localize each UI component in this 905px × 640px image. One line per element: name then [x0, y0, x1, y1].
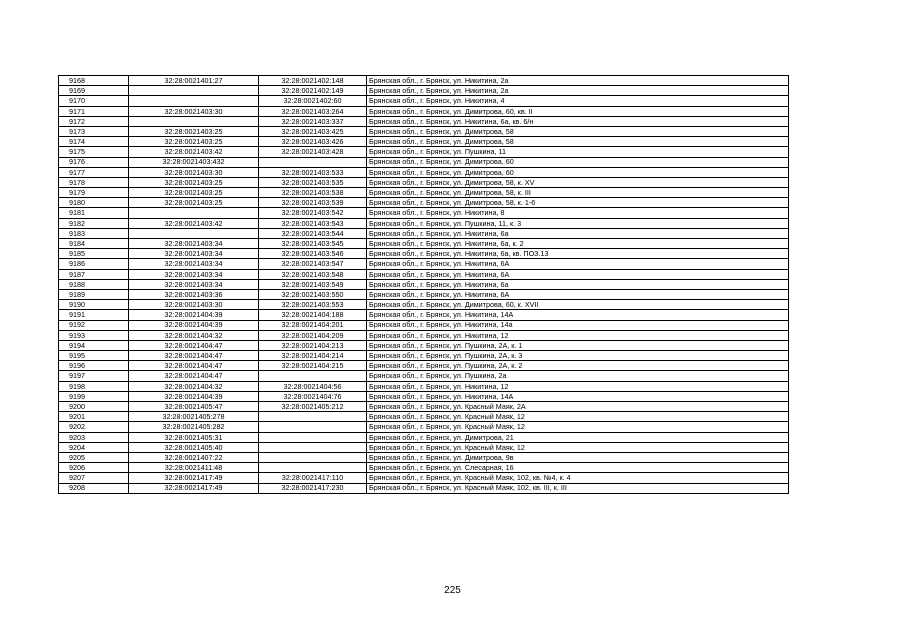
page-number: 225 [444, 585, 461, 596]
row-number-cell: 9206 [59, 463, 129, 473]
address-cell: Брянская обл., г. Брянск, ул. Димитрова, 58 [367, 126, 789, 136]
row-number-cell: 9205 [59, 452, 129, 462]
table-row [59, 76, 789, 86]
parcel-cadastral-number-cell [129, 116, 259, 126]
parcel-cadastral-number-cell: 32:28:0021403:30 [129, 167, 259, 177]
row-number-cell: 9186 [59, 259, 129, 269]
row-number-cell: 9171 [59, 106, 129, 116]
address-cell: Брянская обл., г. Брянск, ул. Пушкина, 2А, к. 2 [367, 361, 789, 371]
object-cadastral-number-cell: 32:28:0021402:60 [259, 96, 367, 106]
object-cadastral-number-cell [259, 157, 367, 167]
object-cadastral-number-cell: 32:28:0021403:535 [259, 177, 367, 187]
address-cell: Брянская обл., г. Брянск, ул. Никитина, 6А [367, 269, 789, 279]
address-cell: Брянская обл., г. Брянск, ул. Красный Маяк, 12 [367, 442, 789, 452]
row-number-cell: 9192 [59, 320, 129, 330]
row-number-cell: 9202 [59, 422, 129, 432]
parcel-cadastral-number-cell [129, 228, 259, 238]
object-cadastral-number-cell: 32:28:0021404:56 [259, 381, 367, 391]
parcel-cadastral-number-cell: 32:28:0021405:47 [129, 402, 259, 412]
row-number-cell: 9188 [59, 279, 129, 289]
object-cadastral-number-cell: 32:28:0021404:188 [259, 310, 367, 320]
parcel-cadastral-number-cell: 32:28:0021403:36 [129, 289, 259, 299]
address-cell: Брянская обл., г. Брянск, ул. Димитрова, 58, к. XV [367, 177, 789, 187]
row-number-cell: 9194 [59, 340, 129, 350]
table-row [59, 320, 789, 330]
parcel-cadastral-number-cell: 32:28:0021403:34 [129, 259, 259, 269]
object-cadastral-number-cell: 32:28:0021403:547 [259, 259, 367, 269]
object-cadastral-number-cell: 32:28:0021403:337 [259, 116, 367, 126]
parcel-cadastral-number-cell: 32:28:0021403:25 [129, 198, 259, 208]
parcel-cadastral-number-cell: 32:28:0021404:47 [129, 361, 259, 371]
object-cadastral-number-cell [259, 412, 367, 422]
object-cadastral-number-cell: 32:28:0021403:549 [259, 279, 367, 289]
table-row [59, 442, 789, 452]
row-number-cell: 9169 [59, 86, 129, 96]
parcel-cadastral-number-cell: 32:28:0021404:32 [129, 381, 259, 391]
object-cadastral-number-cell: 32:28:0021403:428 [259, 147, 367, 157]
row-number-cell: 9191 [59, 310, 129, 320]
table-row [59, 391, 789, 401]
address-cell: Брянская обл., г. Брянск, ул. Пушкина, 2А, к. 3 [367, 351, 789, 361]
address-cell: Брянская обл., г. Брянск, ул. Никитина, 2а [367, 76, 789, 86]
table-row [59, 198, 789, 208]
table-row [59, 239, 789, 249]
row-number-cell: 9189 [59, 289, 129, 299]
address-cell: Брянская обл., г. Брянск, ул. Никитина, 2а [367, 86, 789, 96]
object-cadastral-number-cell: 32:28:0021417:110 [259, 473, 367, 483]
address-cell: Брянская обл., г. Брянск, ул. Никитина, 8 [367, 208, 789, 218]
object-cadastral-number-cell: 32:28:0021403:542 [259, 208, 367, 218]
address-cell: Брянская обл., г. Брянск, ул. Никитина, 6А [367, 259, 789, 269]
object-cadastral-number-cell: 32:28:0021404:201 [259, 320, 367, 330]
row-number-cell: 9203 [59, 432, 129, 442]
row-number-cell: 9199 [59, 391, 129, 401]
object-cadastral-number-cell: 32:28:0021403:539 [259, 198, 367, 208]
address-cell: Брянская обл., г. Брянск, ул. Димитрова, 21 [367, 432, 789, 442]
row-number-cell: 9173 [59, 126, 129, 136]
address-cell: Брянская обл., г. Брянск, ул. Димитрова, 60, кв. II [367, 106, 789, 116]
row-number-cell: 9181 [59, 208, 129, 218]
table-row [59, 106, 789, 116]
table-row [59, 259, 789, 269]
object-cadastral-number-cell: 32:28:0021403:545 [259, 239, 367, 249]
address-cell: Брянская обл., г. Брянск, ул. Димитрова, 58, к. 1-6 [367, 198, 789, 208]
table-row [59, 483, 789, 493]
object-cadastral-number-cell [259, 452, 367, 462]
address-cell: Брянская обл., г. Брянск, ул. Пушкина, 2А, к. 1 [367, 340, 789, 350]
parcel-cadastral-number-cell: 32:28:0021404:39 [129, 391, 259, 401]
parcel-cadastral-number-cell: 32:28:0021403:30 [129, 106, 259, 116]
address-cell: Брянская обл., г. Брянск, ул. Никитина, 6а, кв. ПОЗ.13 [367, 249, 789, 259]
parcel-cadastral-number-cell: 32:28:0021417:49 [129, 483, 259, 493]
parcel-cadastral-number-cell: 32:28:0021403:34 [129, 279, 259, 289]
table-row [59, 167, 789, 177]
row-number-cell: 9168 [59, 76, 129, 86]
object-cadastral-number-cell: 32:28:0021417:230 [259, 483, 367, 493]
object-cadastral-number-cell: 32:28:0021403:546 [259, 249, 367, 259]
table-row [59, 361, 789, 371]
table-row [59, 228, 789, 238]
table-row [59, 422, 789, 432]
object-cadastral-number-cell: 32:28:0021404:76 [259, 391, 367, 401]
table-row [59, 452, 789, 462]
parcel-cadastral-number-cell: 32:28:0021403:25 [129, 177, 259, 187]
parcel-cadastral-number-cell [129, 208, 259, 218]
address-cell: Брянская обл., г. Брянск, ул. Красный Маяк, 102, кв. №4, к. 4 [367, 473, 789, 483]
address-cell: Брянская обл., г. Брянск, ул. Никитина, 6А [367, 289, 789, 299]
object-cadastral-number-cell: 32:28:0021403:264 [259, 106, 367, 116]
row-number-cell: 9196 [59, 361, 129, 371]
parcel-cadastral-number-cell: 32:28:0021401:27 [129, 76, 259, 86]
address-cell: Брянская обл., г. Брянск, ул. Никитина, 6а, кв. 6/н [367, 116, 789, 126]
row-number-cell: 9178 [59, 177, 129, 187]
table-row [59, 157, 789, 167]
parcel-cadastral-number-cell: 32:28:0021403:432 [129, 157, 259, 167]
address-cell: Брянская обл., г. Брянск, ул. Димитрова, 58, к. III [367, 188, 789, 198]
row-number-cell: 9179 [59, 188, 129, 198]
object-cadastral-number-cell: 32:28:0021404:213 [259, 340, 367, 350]
row-number-cell: 9208 [59, 483, 129, 493]
object-cadastral-number-cell: 32:28:0021403:425 [259, 126, 367, 136]
parcel-cadastral-number-cell [129, 96, 259, 106]
table-row [59, 269, 789, 279]
table-row [59, 381, 789, 391]
parcel-cadastral-number-cell: 32:28:0021404:39 [129, 310, 259, 320]
parcel-cadastral-number-cell: 32:28:0021403:42 [129, 218, 259, 228]
object-cadastral-number-cell: 32:28:0021402:148 [259, 76, 367, 86]
row-number-cell: 9184 [59, 239, 129, 249]
row-number-cell: 9177 [59, 167, 129, 177]
row-number-cell: 9172 [59, 116, 129, 126]
parcel-cadastral-number-cell [129, 86, 259, 96]
table-row [59, 249, 789, 259]
object-cadastral-number-cell: 32:28:0021403:543 [259, 218, 367, 228]
row-number-cell: 9200 [59, 402, 129, 412]
address-cell: Брянская обл., г. Брянск, ул. Никитина, 12 [367, 381, 789, 391]
parcel-cadastral-number-cell: 32:28:0021403:25 [129, 137, 259, 147]
table-row [59, 147, 789, 157]
table-row [59, 432, 789, 442]
parcel-cadastral-number-cell: 32:28:0021404:32 [129, 330, 259, 340]
table-row [59, 188, 789, 198]
address-cell: Брянская обл., г. Брянск, ул. Никитина, 14а [367, 320, 789, 330]
parcel-cadastral-number-cell: 32:28:0021403:34 [129, 269, 259, 279]
row-number-cell: 9201 [59, 412, 129, 422]
address-cell: Брянская обл., г. Брянск, ул. Пушкина, 11, к. 3 [367, 218, 789, 228]
address-cell: Брянская обл., г. Брянск, ул. Красный Маяк, 2А [367, 402, 789, 412]
table-row [59, 351, 789, 361]
parcel-cadastral-number-cell: 32:28:0021404:47 [129, 340, 259, 350]
address-cell: Брянская обл., г. Брянск, ул. Никитина, 6а, к. 2 [367, 239, 789, 249]
row-number-cell: 9197 [59, 371, 129, 381]
parcel-cadastral-number-cell: 32:28:0021403:34 [129, 249, 259, 259]
object-cadastral-number-cell: 32:28:0021403:553 [259, 300, 367, 310]
table-row [59, 300, 789, 310]
parcel-cadastral-number-cell: 32:28:0021407:22 [129, 452, 259, 462]
parcel-cadastral-number-cell: 32:28:0021403:30 [129, 300, 259, 310]
object-cadastral-number-cell: 32:28:0021402:149 [259, 86, 367, 96]
table-row [59, 463, 789, 473]
parcel-cadastral-number-cell: 32:28:0021403:25 [129, 188, 259, 198]
parcel-cadastral-number-cell: 32:28:0021403:42 [129, 147, 259, 157]
address-cell: Брянская обл., г. Брянск, ул. Никитина, 12 [367, 330, 789, 340]
parcel-cadastral-number-cell: 32:28:0021405:278 [129, 412, 259, 422]
row-number-cell: 9175 [59, 147, 129, 157]
address-cell: Брянская обл., г. Брянск, ул. Димитрова, 58 [367, 137, 789, 147]
table-row [59, 310, 789, 320]
table-row [59, 218, 789, 228]
address-cell: Брянская обл., г. Брянск, ул. Никитина, 4 [367, 96, 789, 106]
object-cadastral-number-cell [259, 371, 367, 381]
parcel-cadastral-number-cell: 32:28:0021403:34 [129, 239, 259, 249]
parcel-cadastral-number-cell: 32:28:0021405:40 [129, 442, 259, 452]
row-number-cell: 9183 [59, 228, 129, 238]
address-cell: Брянская обл., г. Брянск, ул. Димитрова, 60 [367, 157, 789, 167]
address-cell: Брянская обл., г. Брянск, ул. Никитина, 14А [367, 310, 789, 320]
object-cadastral-number-cell [259, 463, 367, 473]
parcel-cadastral-number-cell: 32:28:0021404:47 [129, 371, 259, 381]
object-cadastral-number-cell: 32:28:0021405:212 [259, 402, 367, 412]
cadastral-table [58, 75, 789, 494]
object-cadastral-number-cell: 32:28:0021403:538 [259, 188, 367, 198]
row-number-cell: 9170 [59, 96, 129, 106]
address-cell: Брянская обл., г. Брянск, ул. Димитрова, 60 [367, 167, 789, 177]
parcel-cadastral-number-cell: 32:28:0021403:25 [129, 126, 259, 136]
address-cell: Брянская обл., г. Брянск, ул. Димитрова, 9в [367, 452, 789, 462]
parcel-cadastral-number-cell: 32:28:0021405:282 [129, 422, 259, 432]
object-cadastral-number-cell: 32:28:0021404:209 [259, 330, 367, 340]
object-cadastral-number-cell: 32:28:0021403:426 [259, 137, 367, 147]
table-row [59, 371, 789, 381]
table-row [59, 116, 789, 126]
table-row [59, 126, 789, 136]
table-row [59, 208, 789, 218]
address-cell: Брянская обл., г. Брянск, ул. Пушкина, 11 [367, 147, 789, 157]
table-row [59, 412, 789, 422]
table-row [59, 330, 789, 340]
parcel-cadastral-number-cell: 32:28:0021417:49 [129, 473, 259, 483]
parcel-cadastral-number-cell: 32:28:0021404:47 [129, 351, 259, 361]
address-cell: Брянская обл., г. Брянск, ул. Слесарная, 16 [367, 463, 789, 473]
row-number-cell: 9190 [59, 300, 129, 310]
table-row [59, 289, 789, 299]
row-number-cell: 9204 [59, 442, 129, 452]
address-cell: Брянская обл., г. Брянск, ул. Красный Маяк, 102, кв. III, к. III [367, 483, 789, 493]
parcel-cadastral-number-cell: 32:28:0021405:31 [129, 432, 259, 442]
table-row [59, 86, 789, 96]
row-number-cell: 9180 [59, 198, 129, 208]
address-cell: Брянская обл., г. Брянск, ул. Никитина, 6а [367, 279, 789, 289]
address-cell: Брянская обл., г. Брянск, ул. Красный Маяк, 12 [367, 412, 789, 422]
row-number-cell: 9207 [59, 473, 129, 483]
object-cadastral-number-cell: 32:28:0021403:550 [259, 289, 367, 299]
address-cell: Брянская обл., г. Брянск, ул. Красный Маяк, 12 [367, 422, 789, 432]
address-cell: Брянская обл., г. Брянск, ул. Никитина, 14А [367, 391, 789, 401]
table-row [59, 279, 789, 289]
cadastral-table-body [59, 76, 789, 494]
address-cell: Брянская обл., г. Брянск, ул. Никитина, 6а [367, 228, 789, 238]
table-row [59, 177, 789, 187]
object-cadastral-number-cell [259, 422, 367, 432]
object-cadastral-number-cell [259, 442, 367, 452]
row-number-cell: 9185 [59, 249, 129, 259]
row-number-cell: 9174 [59, 137, 129, 147]
table-row [59, 96, 789, 106]
row-number-cell: 9193 [59, 330, 129, 340]
table-row [59, 473, 789, 483]
table-row [59, 137, 789, 147]
row-number-cell: 9198 [59, 381, 129, 391]
row-number-cell: 9176 [59, 157, 129, 167]
object-cadastral-number-cell: 32:28:0021403:533 [259, 167, 367, 177]
table-row [59, 340, 789, 350]
row-number-cell: 9195 [59, 351, 129, 361]
object-cadastral-number-cell [259, 432, 367, 442]
row-number-cell: 9182 [59, 218, 129, 228]
object-cadastral-number-cell: 32:28:0021404:214 [259, 351, 367, 361]
row-number-cell: 9187 [59, 269, 129, 279]
address-cell: Брянская обл., г. Брянск, ул. Пушкина, 2а [367, 371, 789, 381]
table-row [59, 402, 789, 412]
parcel-cadastral-number-cell: 32:28:0021404:39 [129, 320, 259, 330]
object-cadastral-number-cell: 32:28:0021403:548 [259, 269, 367, 279]
object-cadastral-number-cell: 32:28:0021404:215 [259, 361, 367, 371]
object-cadastral-number-cell: 32:28:0021403:544 [259, 228, 367, 238]
address-cell: Брянская обл., г. Брянск, ул. Димитрова, 60, к. XVII [367, 300, 789, 310]
parcel-cadastral-number-cell: 32:28:0021411:48 [129, 463, 259, 473]
